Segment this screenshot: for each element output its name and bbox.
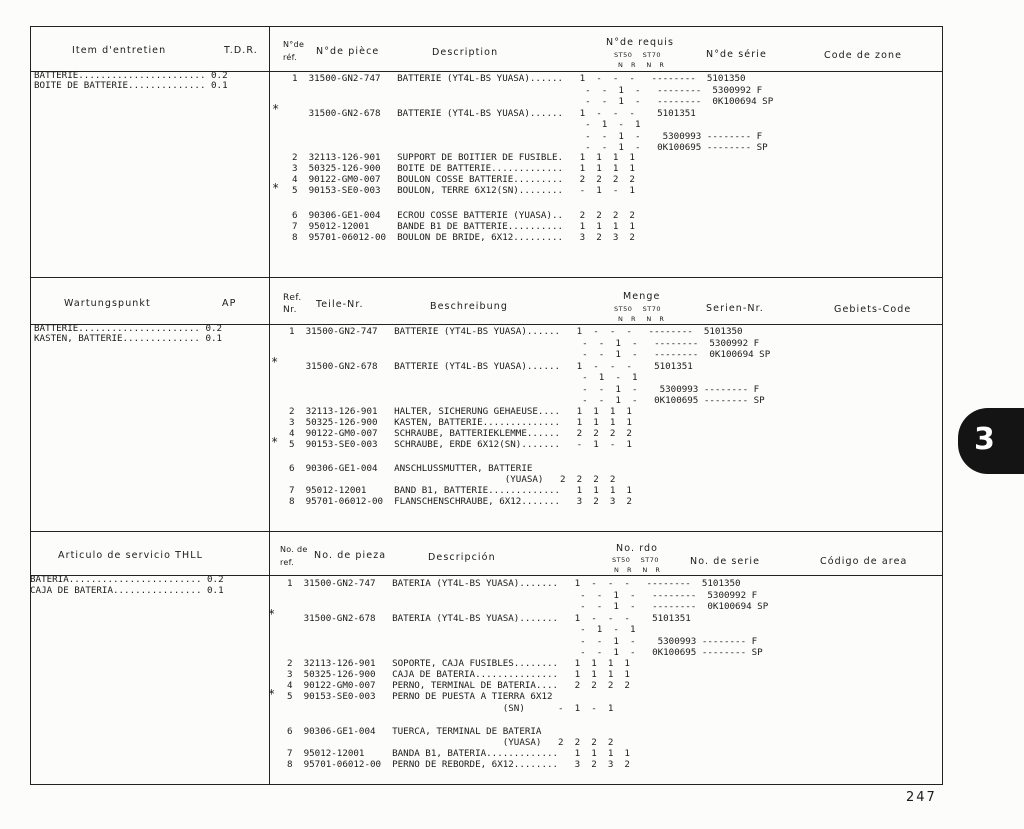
section-tab-number: 3 [974, 422, 995, 457]
table-row: 6 90306-GE1-004 ECROU COSSE BATTERIE (YUASA).. 2 2 2 2 [292, 210, 635, 221]
table-row: - - 1 - -------- 5300992 F [292, 85, 763, 96]
section-divider [31, 277, 942, 278]
table-row: 2 32113-126-901 SUPPORT DE BOITIER DE FUSIBLE. 1 1 1 1 [292, 152, 635, 163]
maintenance-line: BOITE DE BATTERIE.............. 0.1 [34, 80, 228, 91]
table-row: 8 95701-06012-00 FLANSCHENSCHRAUBE, 6X12....... 3 2 3 2 [289, 496, 632, 507]
maintenance-line: BATTERIE....................... 0.2 [34, 70, 228, 81]
table-row: 1 31500-GN2-747 BATTERIE (YT4L-BS YUASA)...... 1 - - - -------- 5101350 [289, 326, 743, 337]
col-ref-1: No. de [280, 545, 308, 554]
table-row: - - 1 - -------- 5300992 F [289, 338, 760, 349]
col-part-number: N°de pièce [316, 46, 380, 57]
column-divider [269, 27, 270, 784]
maintenance-line: BATERIA........................ 0.2 [30, 574, 224, 585]
table-row: 8 95701-06012-00 BOULON DE BRIDE, 6X12......... 3 2 3 2 [292, 232, 635, 243]
table-row: (SN) - 1 - 1 [287, 703, 614, 714]
table-row: 1 31500-GN2-747 BATERIA (YT4L-BS YUASA)....... 1 - - - -------- 5101350 [287, 578, 741, 589]
table-row: - - 1 - 0K100695 -------- SP [289, 395, 765, 406]
col-required: No. rdo [616, 543, 659, 554]
table-row: 4 90122-GM0-007 PERNO, TERMINAL DE BATERIA.... 2 2 2 2 [287, 680, 630, 691]
table-row: 31500-GN2-678 BATTERIE (YT4L-BS YUASA)...... 1 - - - 5101351 [289, 361, 693, 372]
table-row: - - 1 - 0K100695 -------- SP [292, 142, 768, 153]
table-row: 3 50325-126-900 CAJA DE BATERIA............... 1 1 1 1 [287, 669, 630, 680]
col-maintenance-item: Item d'entretien [72, 45, 167, 56]
col-models: ST50 ST70 [614, 51, 661, 59]
table-row: 5 90153-SE0-003 SCHRAUBE, ERDE 6X12(SN)....... - 1 - 1 [289, 439, 632, 450]
asterisk-icon: * [272, 102, 280, 116]
table-row: 6 90306-GE1-004 ANSCHLUSSMUTTER, BATTERIE [289, 463, 533, 474]
col-models: ST50 ST70 [612, 556, 659, 564]
col-ref-2: Nr. [283, 305, 297, 315]
asterisk-icon: * [271, 435, 279, 449]
table-row: - - 1 - -------- 0K100694 SP [287, 601, 769, 612]
col-ref-1: N°de [283, 40, 305, 49]
maintenance-line: CAJA DE BATERIA................ 0.1 [30, 585, 224, 596]
table-row: - - 1 - 5300993 -------- F [292, 131, 763, 142]
col-ref-2: ref. [280, 558, 295, 567]
table-row: 7 95012-12001 BANDA B1, BATERIA............. 1 1 1 1 [287, 748, 630, 759]
table-row: 2 32113-126-901 SOPORTE, CAJA FUSIBLES........ 1 1 1 1 [287, 658, 630, 669]
col-serial: Serien-Nr. [706, 303, 764, 314]
table-row: - - 1 - 5300993 -------- F [287, 636, 758, 647]
col-part-number: No. de pieza [314, 550, 387, 561]
col-nr: N R N R [618, 315, 665, 323]
maintenance-line: BATTERIE...................... 0.2 [34, 323, 223, 334]
col-zone: Código de area [820, 556, 908, 567]
col-models: ST50 ST70 [614, 305, 661, 313]
section-tab [958, 408, 1024, 474]
table-row: 31500-GN2-678 BATERIA (YT4L-BS YUASA)....... 1 - - - 5101351 [287, 613, 691, 624]
table-row: 7 95012-12001 BAND B1, BATTERIE............. 1 1 1 1 [289, 485, 632, 496]
table-row: (YUASA) 2 2 2 2 [287, 737, 614, 748]
table-row: - - 1 - -------- 0K100694 SP [292, 96, 774, 107]
asterisk-icon: * [272, 181, 280, 195]
col-ap: AP [222, 298, 237, 309]
table-row: - 1 - 1 [289, 372, 638, 383]
col-nr: N R N R [614, 566, 661, 574]
col-description: Description [432, 47, 499, 58]
table-row: 8 95701-06012-00 PERNO DE REBORDE, 6X12........ 3 2 3 2 [287, 759, 630, 770]
col-part-number: Teile-Nr. [316, 299, 364, 310]
table-row: 4 90122-GM0-007 BOULON COSSE BATTERIE......... 2 2 2 2 [292, 174, 635, 185]
table-row: (YUASA) 2 2 2 2 [289, 474, 616, 485]
col-required: N°de requis [606, 37, 675, 48]
page-number: 247 [906, 790, 937, 805]
table-row: - - 1 - 0K100695 -------- SP [287, 647, 763, 658]
col-tdr: T.D.R. [224, 45, 258, 56]
col-zone: Gebiets-Code [834, 304, 912, 315]
table-row: 2 32113-126-901 HALTER, SICHERUNG GEHAEUSE.... 1 1 1 1 [289, 406, 632, 417]
table-row: 3 50325-126-900 KASTEN, BATTERIE.............. 1 1 1 1 [289, 417, 632, 428]
col-serial: N°de série [706, 49, 767, 60]
asterisk-icon: * [268, 687, 276, 701]
table-row: 3 50325-126-900 BOITE DE BATTERIE............. 1 1 1 1 [292, 163, 635, 174]
table-row: 1 31500-GN2-747 BATTERIE (YT4L-BS YUASA)...... 1 - - - -------- 5101350 [292, 73, 746, 84]
col-maintenance-item: Articulo de servicio THLL [58, 550, 204, 561]
table-row: - 1 - 1 [292, 119, 641, 130]
col-ref-2: réf. [283, 53, 298, 62]
asterisk-icon: * [271, 355, 279, 369]
table-row: 31500-GN2-678 BATTERIE (YT4L-BS YUASA)...... 1 - - - 5101351 [292, 108, 696, 119]
table-row: 7 95012-12001 BANDE B1 DE BATTERIE.......... 1 1 1 1 [292, 221, 635, 232]
col-maintenance-item: Wartungspunkt [64, 298, 151, 309]
table-row: - - 1 - 5300993 -------- F [289, 384, 760, 395]
table-row: 5 90153-SE0-003 BOULON, TERRE 6X12(SN)........ - 1 - 1 [292, 185, 635, 196]
col-description: Descripción [428, 552, 496, 563]
table-row: - 1 - 1 [287, 624, 636, 635]
table-row: - - 1 - -------- 0K100694 SP [289, 349, 771, 360]
section-divider [31, 531, 942, 532]
col-ref-1: Ref. [283, 293, 302, 303]
col-description: Beschreibung [430, 301, 509, 312]
col-required: Menge [623, 291, 661, 302]
col-zone: Code de zone [824, 50, 903, 61]
col-serial: No. de serie [690, 556, 761, 567]
asterisk-icon: * [268, 607, 276, 621]
maintenance-line: KASTEN, BATTERIE.............. 0.1 [34, 333, 223, 344]
col-nr: N R N R [618, 61, 665, 69]
table-row: 5 90153-SE0-003 PERNO DE PUESTA A TIERRA 6X12 [287, 691, 553, 702]
table-row: - - 1 - -------- 5300992 F [287, 590, 758, 601]
table-row: 6 90306-GE1-004 TUERCA, TERMINAL DE BATERIA [287, 726, 542, 737]
table-row: 4 90122-GM0-007 SCHRAUBE, BATTERIEKLEMME...... 2 2 2 2 [289, 428, 632, 439]
